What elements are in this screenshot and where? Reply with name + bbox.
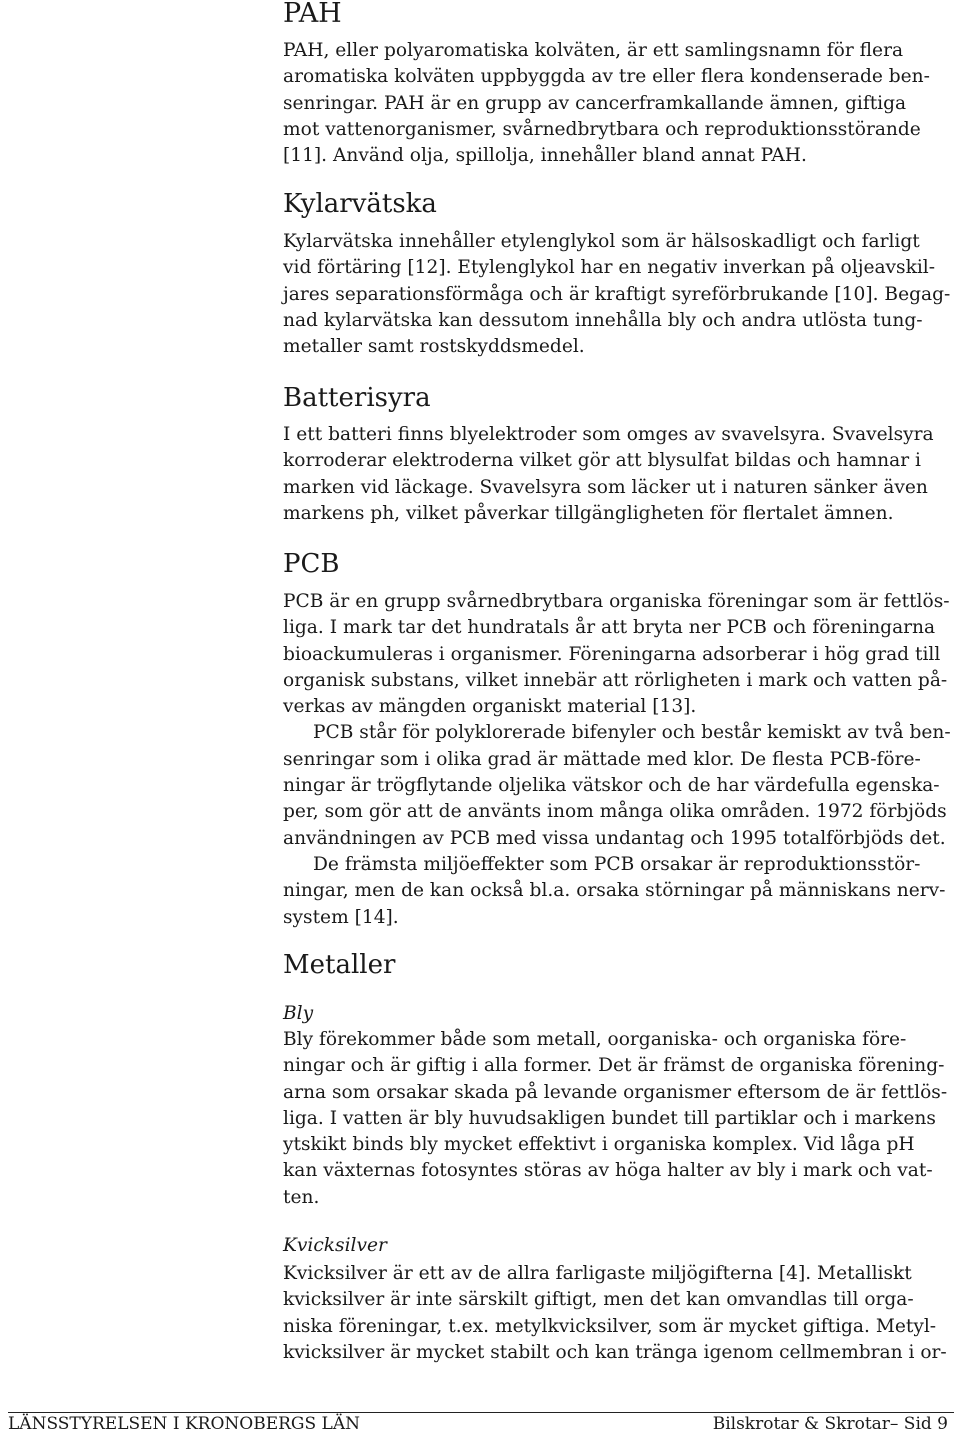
text-line: kan växternas fotosyntes störas av höga halter av bly i mark och vat-: [283, 1160, 933, 1182]
section-kylarvatska: [283, 189, 953, 360]
text-line: [11]. Använd olja, spillolja, innehåller bland annat PAH.: [283, 145, 807, 167]
text-line: korroderar elektroderna vilket gör att blysulfat bildas och hamnar i: [283, 450, 921, 472]
text-line: niska föreningar, t.ex. metylkvicksilver, som är mycket giftiga. Metyl-: [283, 1315, 937, 1337]
text-line: aromatiska kolväten uppbyggda av tre eller flera kondenserade ben-: [283, 66, 930, 88]
section-batterisyra: [283, 383, 953, 527]
section-metaller: [283, 950, 953, 1366]
text-line: kvicksilver är inte särskilt giftigt, men det kan omvandlas till orga-: [283, 1289, 914, 1311]
text-line: ningar är trögflytande oljelika vätskor och de har värdefulla egenska-: [283, 775, 940, 797]
text-line: vid förtäring [12]. Etylenglykol har en negativ inverkan på oljeavskil-: [283, 257, 936, 279]
heading-batterisyra: Batterisyra: [283, 383, 431, 413]
text-line: De främsta miljöeffekter som PCB orsakar är reproduktionsstör-: [313, 853, 921, 875]
text-line: PAH, eller polyaromatiska kolväten, är ett samlingsnamn för flera: [283, 40, 904, 61]
text-line: jares separationsförmåga och är kraftigt syreförbrukande [10]. Begag-: [283, 283, 951, 305]
heading-metaller: Metaller: [283, 950, 396, 980]
text-line: organisk substans, vilket innebär att rörligheten i mark och vatten på-: [283, 669, 948, 691]
paragraph-pcb-2: [283, 720, 953, 851]
paragraph-pcb-1: [283, 589, 953, 720]
text-line: I ett batteri finns blyelektroder som omges av svavelsyra. Svavelsyra: [283, 424, 934, 445]
text-line: per, som gör att de använts inom många olika områden. 1972 förbjöds: [283, 801, 947, 823]
paragraph-kylarvatska: [283, 229, 953, 360]
footer-divider: [8, 1412, 954, 1413]
text-line: markens ph, vilket påverkar tillgängligheten för flertalet ämnen.: [283, 502, 894, 524]
text-line: PCB är en grupp svårnedbrytbara organiska föreningar som är fettlös-: [283, 591, 950, 612]
paragraph-bly: [283, 1027, 953, 1211]
text-line: liga. I vatten är bly huvudsakligen bundet till partiklar och i markens: [283, 1107, 936, 1129]
text-line: Bly förekommer både som metall, oorganiska- och organiska före-: [283, 1029, 907, 1050]
heading-pah: PAH: [283, 0, 342, 29]
subheading-kvicksilver: Kvicksilver: [283, 1235, 387, 1257]
text-line: mot vattenorganismer, svårnedbrytbara och reproduktionsstörande: [283, 118, 921, 140]
text-line: liga. I mark tar det hundratals år att bryta ner PCB och föreningarna: [283, 617, 936, 639]
text-line: ningar, men de kan också bl.a. orsaka störningar på människans nerv-: [283, 880, 946, 902]
paragraph-kvicksilver: [283, 1261, 953, 1366]
paragraph-pcb-3: [283, 852, 953, 931]
text-line: användningen av PCB med vissa undantag och 1995 totalförbjöds det.: [283, 827, 946, 849]
heading-kylarvatska: Kylarvätska: [283, 189, 437, 219]
text-line: ten.: [283, 1186, 320, 1208]
section-pah: [283, 0, 953, 169]
paragraph-pah: [283, 38, 953, 169]
text-line: metaller samt rostskyddsmedel.: [283, 336, 585, 358]
text-line: Kylarvätska innehåller etylenglykol som är hälsoskadligt och farligt: [283, 231, 920, 252]
text-line: ningar och är giftig i alla former. Det är främst de organiska förening-: [283, 1055, 945, 1077]
text-line: Kvicksilver är ett av de allra farligaste miljögifterna [4]. Metalliskt: [283, 1263, 912, 1285]
text-line: PCB står för polyklorerade bifenyler och består kemiskt av två ben-: [313, 722, 951, 744]
text-line: senringar som i olika grad är mättade med klor. De flesta PCB-före-: [283, 748, 921, 770]
paragraph-batterisyra: [283, 422, 953, 527]
text-line: senringar. PAH är en grupp av cancerframkallande ämnen, giftiga: [283, 92, 907, 114]
text-line: nad kylarvätska kan dessutom innehålla bly och andra utlösta tung-: [283, 309, 923, 331]
subheading-bly: Bly: [283, 1003, 314, 1024]
text-line: arna som orsakar skada på levande organismer eftersom de är fettlös-: [283, 1081, 948, 1103]
footer-right: Bilskrotar & Skrotar– Sid 9: [712, 1414, 948, 1434]
text-line: kvicksilver är mycket stabilt och kan tränga igenom cellmembran i or-: [283, 1341, 947, 1363]
heading-pcb: PCB: [283, 549, 340, 579]
section-pcb: [283, 549, 953, 931]
footer-left: LÄNSSTYRELSEN I KRONOBERGS LÄN: [8, 1414, 360, 1434]
text-line: marken vid läckage. Svavelsyra som läcker ut i naturen sänker även: [283, 476, 928, 498]
text-line: bioackumuleras i organismer. Föreningarna adsorberar i hög grad till: [283, 643, 941, 665]
text-line: system [14].: [283, 906, 399, 928]
text-line: ytskikt binds bly mycket effektivt i organiska komplex. Vid låga pH: [283, 1134, 915, 1156]
text-line: verkas av mängden organiskt material [13].: [283, 696, 697, 718]
